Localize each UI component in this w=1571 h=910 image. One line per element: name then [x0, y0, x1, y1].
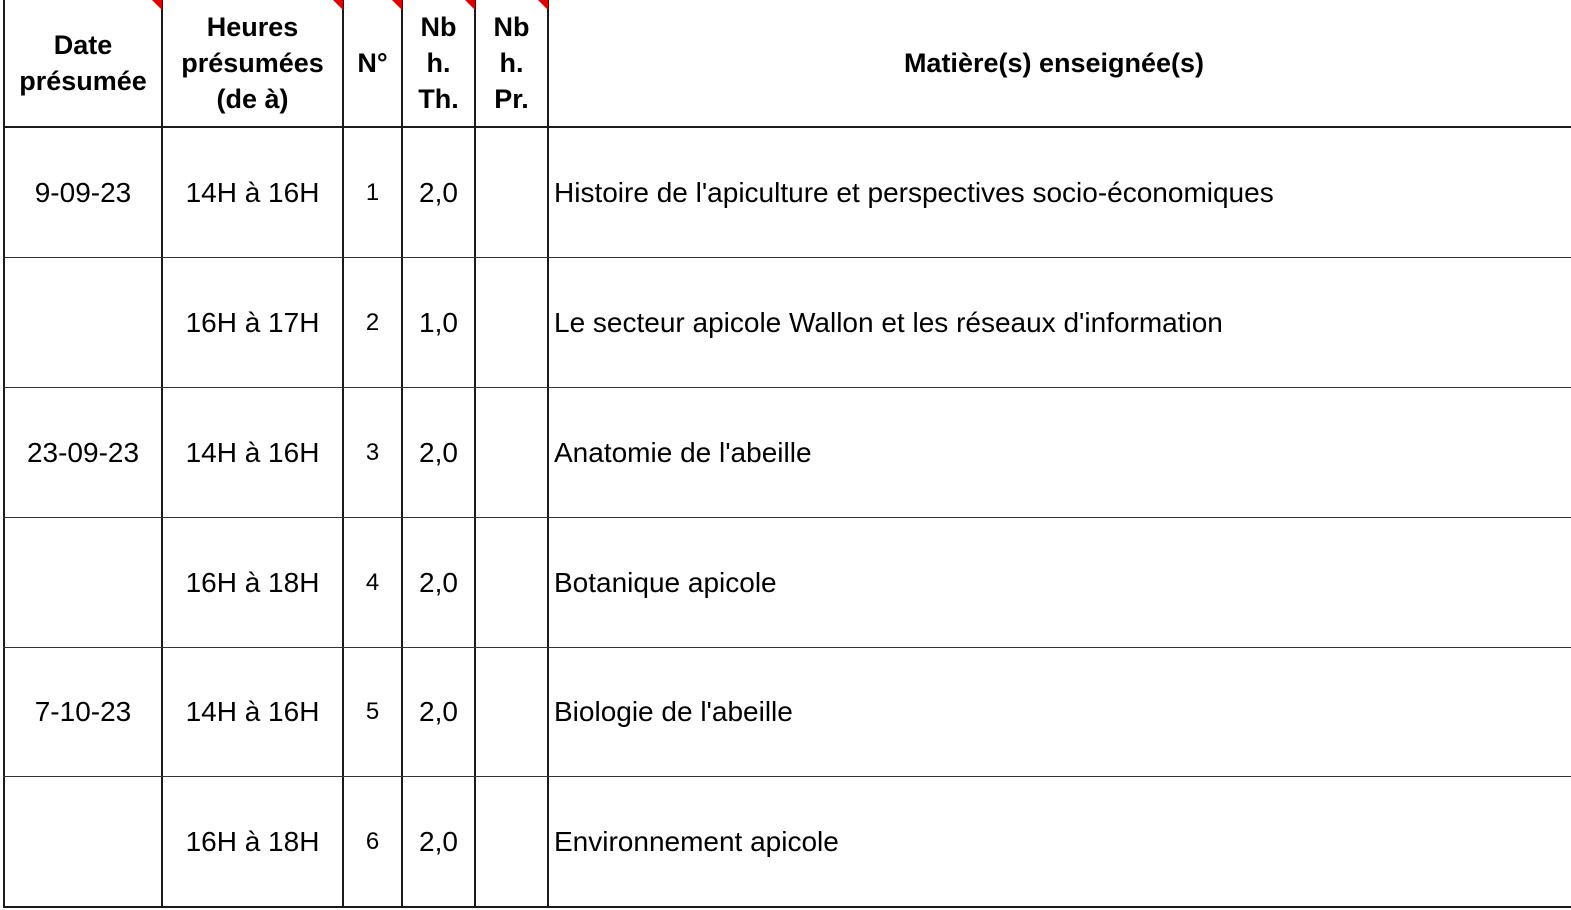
header-date-line1: Date — [53, 30, 113, 60]
cell-date[interactable] — [5, 258, 161, 387]
cell-number[interactable]: 5 — [365, 698, 380, 725]
cell-nb-pr[interactable] — [476, 258, 547, 387]
cell-hours[interactable]: 16H à 17H — [185, 306, 320, 338]
cell-number[interactable]: 2 — [365, 308, 380, 336]
cell-hours[interactable]: 16H à 18H — [185, 566, 320, 598]
cell-subject[interactable]: Botanique apicole — [554, 566, 777, 598]
cell-subject[interactable]: Environnement apicole — [554, 825, 839, 857]
header-nb-pr-line3: Pr. — [494, 84, 529, 114]
header-hours-line2: présumées — [181, 48, 324, 78]
cell-hours[interactable]: 14H à 16H — [185, 176, 320, 208]
cell-subject[interactable]: Biologie de l'abeille — [554, 696, 793, 727]
header-nb-pr-line1: Nb — [493, 12, 530, 42]
header-nb-th-line1: Nb — [420, 12, 457, 42]
cell-date[interactable] — [5, 777, 161, 906]
cell-date[interactable]: 23-09-23 — [26, 436, 140, 468]
cell-subject[interactable]: Anatomie de l'abeille — [554, 436, 812, 468]
cell-hours[interactable]: 14H à 16H — [185, 696, 320, 727]
header-date-line2: présumée — [19, 66, 147, 96]
cell-nb-th[interactable]: 2,0 — [419, 176, 458, 208]
cell-nb-th[interactable]: 1,0 — [419, 306, 458, 338]
cell-number[interactable]: 1 — [365, 178, 380, 206]
cell-nb-th[interactable]: 2,0 — [419, 696, 458, 727]
cell-nb-pr[interactable] — [476, 648, 547, 776]
header-subject-label: Matière(s) enseignée(s) — [903, 48, 1205, 78]
grid-line — [3, 906, 1571, 908]
cell-nb-th[interactable]: 2,0 — [419, 436, 458, 468]
header-hours[interactable] — [163, 0, 342, 136]
header-date[interactable] — [5, 0, 161, 126]
cell-number[interactable]: 6 — [365, 827, 380, 855]
cell-nb-pr[interactable] — [476, 777, 547, 906]
cell-date[interactable]: 9-09-23 — [34, 176, 132, 208]
header-number[interactable] — [344, 0, 401, 126]
cell-number[interactable]: 4 — [365, 568, 380, 596]
header-nb-th[interactable] — [403, 0, 474, 136]
cell-number[interactable]: 3 — [365, 438, 380, 466]
cell-date[interactable]: 7-10-23 — [34, 696, 132, 727]
cell-subject[interactable]: Histoire de l'apiculture et perspectives socio-économiques — [554, 176, 1274, 208]
cell-nb-pr[interactable] — [476, 518, 547, 647]
cell-hours[interactable]: 14H à 16H — [185, 436, 320, 468]
cell-nb-pr[interactable] — [476, 388, 547, 517]
header-nb-th-line2: h. — [426, 48, 451, 78]
cell-nb-th[interactable]: 2,0 — [419, 825, 458, 857]
cell-nb-th[interactable]: 2,0 — [419, 566, 458, 598]
header-nb-th-line3: Th. — [418, 84, 459, 114]
header-nb-pr[interactable] — [476, 0, 547, 136]
header-number-label: N° — [357, 48, 388, 78]
header-hours-line3: (de à) — [216, 84, 289, 114]
header-nb-pr-line2: h. — [499, 48, 524, 78]
cell-nb-pr[interactable] — [476, 128, 547, 257]
header-hours-line1: Heures — [206, 12, 299, 42]
cell-hours[interactable]: 16H à 18H — [185, 825, 320, 857]
cell-subject[interactable]: Le secteur apicole Wallon et les réseaux d'information — [554, 306, 1223, 338]
header-subject[interactable] — [549, 0, 1559, 126]
cell-date[interactable] — [5, 518, 161, 647]
